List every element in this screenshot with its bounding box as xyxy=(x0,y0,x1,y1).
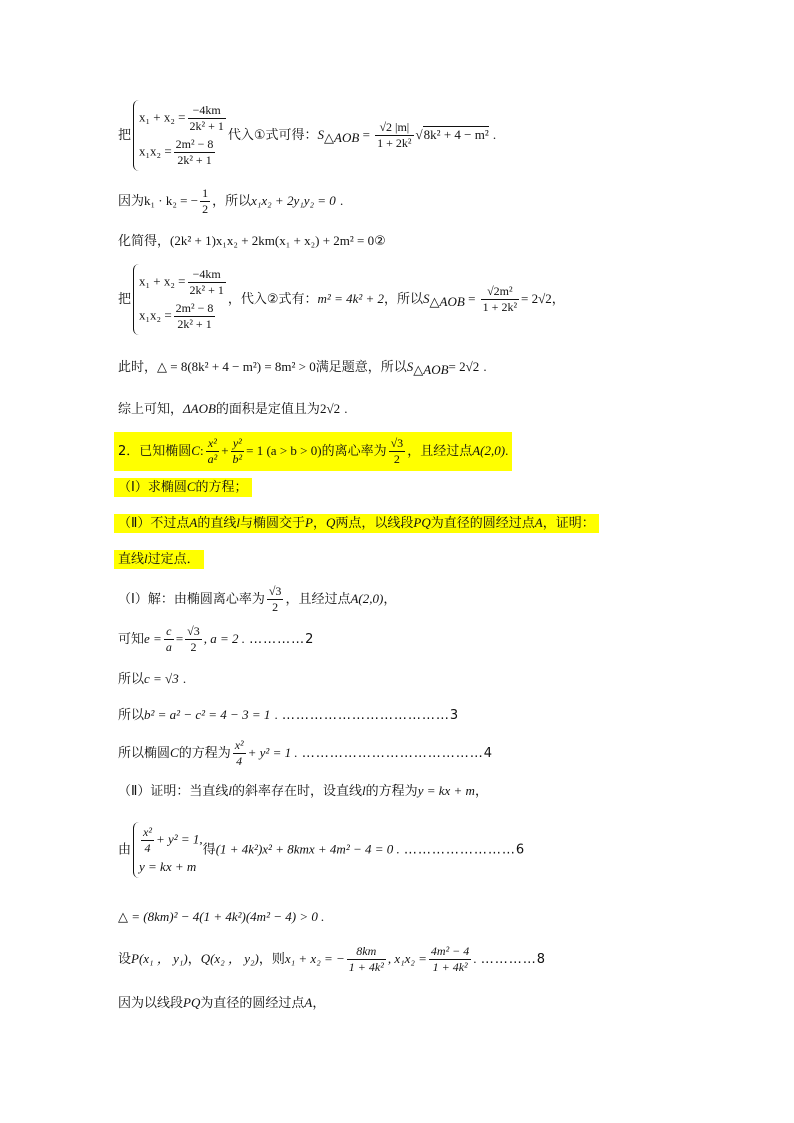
expr: = 1 (a > b > 0) xyxy=(246,443,322,458)
subscript: △AOB xyxy=(413,362,449,377)
numerator: 8km xyxy=(347,944,386,960)
text: 为直径的圆经过点 xyxy=(430,516,535,531)
expr: + y² = 1 . xyxy=(247,745,298,760)
score-marker: …………………………………4 xyxy=(301,746,494,761)
check-line xyxy=(118,358,487,379)
subscript: △AOB xyxy=(429,294,465,309)
text: 此时， xyxy=(118,360,158,375)
punct: ， xyxy=(383,592,397,607)
expr: , a = 2 . xyxy=(203,631,246,646)
question-2-part-2 xyxy=(114,514,599,533)
solution-4 xyxy=(118,706,459,725)
expr: , x₁x₂ = xyxy=(387,951,427,966)
text: 与椭圆交于 xyxy=(240,516,306,531)
numerator: 2m² − 8 xyxy=(175,137,214,151)
text: 的方程为 xyxy=(178,746,231,761)
denominator: 1 + 2k² xyxy=(482,300,518,314)
area-symbol: S xyxy=(406,359,414,374)
denominator: a xyxy=(165,640,172,654)
area-symbol: S xyxy=(423,291,430,306)
solution-6 xyxy=(118,782,488,801)
denominator: b² xyxy=(232,452,243,466)
eq-lhs: x₁x₂ = xyxy=(139,143,172,159)
expr: △ = (8km)² − 4(1 + 4k²)(4m² − 4) > 0 . xyxy=(118,909,325,924)
numerator: x² xyxy=(143,825,152,839)
solution-3 xyxy=(118,670,186,689)
solution-1 xyxy=(118,584,396,615)
expr: △ = 8(8k² + 4 − m²) = 8m² > 0 xyxy=(157,359,316,374)
point: Q(x₂ ， y₂) xyxy=(200,951,259,966)
expr: m² = 4k² + 2 xyxy=(317,291,385,306)
simplify-line xyxy=(118,232,386,251)
symbol: C xyxy=(186,479,196,494)
denominator: 2k² + 1 xyxy=(177,317,212,331)
expr: b² = a² − c² = 4 − 3 = 1 xyxy=(144,707,271,722)
operator: + xyxy=(221,443,229,458)
punct: ， xyxy=(474,784,488,799)
text: 由 xyxy=(118,842,132,858)
text: 所以 xyxy=(118,708,145,723)
score-marker: ……………………6 xyxy=(403,842,526,858)
condition-line xyxy=(118,186,343,217)
eq-lhs: x₁ + x₂ = xyxy=(139,109,186,125)
denominator: 2k² + 1 xyxy=(177,153,212,167)
expr: + y² = 1, xyxy=(155,831,203,847)
circled-number: ② xyxy=(374,234,386,249)
text: ，则 xyxy=(258,952,285,967)
denominator: a² xyxy=(207,452,218,466)
numerator: −4km xyxy=(188,103,226,119)
text: 的方程为 xyxy=(365,784,418,799)
period: . xyxy=(274,707,278,722)
fraction xyxy=(164,624,174,655)
punct: ， xyxy=(187,952,201,967)
punct: ， xyxy=(551,292,565,307)
text: 所以 xyxy=(118,672,145,687)
text: 设 xyxy=(118,952,132,967)
text: ，证明： xyxy=(542,516,595,531)
numerator: y² xyxy=(231,436,245,452)
highlight xyxy=(114,478,252,497)
fraction xyxy=(375,120,413,151)
numerator: 2m² − 8 xyxy=(175,301,214,315)
numerator: 1 xyxy=(202,186,209,200)
denominator: 4 xyxy=(236,754,243,768)
highlight xyxy=(114,550,204,569)
symbol: l xyxy=(362,783,366,798)
text: 的离心率为 xyxy=(321,444,387,459)
denominator: 2k² + 1 xyxy=(189,119,224,133)
text: 综上可知， xyxy=(118,402,184,417)
fraction xyxy=(200,186,210,217)
fraction xyxy=(481,284,519,315)
period: . xyxy=(339,193,344,208)
symbol: PQ xyxy=(183,995,201,1010)
expr: c = √3 xyxy=(144,671,179,686)
denominator: 1 + 4k² xyxy=(348,960,384,974)
text: （Ⅱ）证明：当直线 xyxy=(118,784,229,799)
expr: x₁x₂ + 2y₁y₂ = 0 xyxy=(251,193,336,208)
equation-system xyxy=(133,822,203,878)
substitution-line-2: 把 x₁ + x₂ = $\frac{-4km}{\text{2k² + 1}}$ x₁x₂ = $\frac{\text{2m² − 8}}{\text{2k² + 1}}$ ，代入②式有：m² = 4k² + 2，所以$S_{\triangle AOB}$ = $\frac{\text{√2m²}}{\text{1 + 2k²}}$ = 2√2， xyxy=(118,264,565,335)
punct: ， xyxy=(312,996,326,1011)
text: 因为 xyxy=(118,194,145,209)
fraction xyxy=(188,267,226,298)
expr: (1 + 4k²)x² + 8kmx + 4m² − 4 = 0 . xyxy=(215,841,400,857)
expr: y = kx + m xyxy=(417,783,475,798)
symbol: l xyxy=(228,783,233,798)
solution-10 xyxy=(118,994,325,1013)
symbol: A xyxy=(189,515,198,530)
numerator: x² xyxy=(206,436,220,452)
text: 的直线 xyxy=(197,516,237,531)
text: 过定点． xyxy=(147,552,200,567)
point: A(2,0) xyxy=(472,443,506,458)
numerator: √3 xyxy=(390,436,404,450)
numerator: x² xyxy=(234,738,244,752)
text: ，且经过点 xyxy=(407,444,473,459)
denominator: 2 xyxy=(272,600,279,614)
fraction xyxy=(188,103,226,134)
expr: (2k² + 1)x₁x₂ + 2km(x₁ + x₂) + 2m² = 0 xyxy=(170,233,375,248)
eq-lhs: x₁ + x₂ = xyxy=(139,273,186,289)
symbol: l xyxy=(144,551,148,566)
denominator: 2k² + 1 xyxy=(189,283,224,297)
score-marker: …………8 xyxy=(480,952,546,967)
symbol: P xyxy=(305,515,313,530)
period: . xyxy=(492,127,497,142)
symbol: A xyxy=(304,995,313,1010)
text: 因为以线段 xyxy=(118,996,184,1011)
period: . xyxy=(182,671,187,686)
score-marker: ………………………………3 xyxy=(281,708,460,723)
text: 所以椭圆 xyxy=(118,746,171,761)
question-2-part-2-cont xyxy=(114,550,204,569)
numerator: −4km xyxy=(188,267,226,283)
text: 2．已知椭圆 xyxy=(118,444,192,459)
denominator: 2 xyxy=(202,202,209,216)
numerator: √3 xyxy=(187,624,200,638)
period: . xyxy=(483,359,487,374)
text: （Ⅰ）求椭圆 xyxy=(118,480,187,495)
symbol: l xyxy=(236,515,240,530)
expr: e = xyxy=(144,631,162,646)
value: = 2√2 xyxy=(521,291,552,306)
denominator: 1 + 2k² xyxy=(377,136,412,150)
fraction xyxy=(141,825,154,856)
expr: k₁ · k₂ = − xyxy=(144,193,199,208)
substitution-line-1: 把 x₁ + x₂ = $\frac{-4km}{\text{2k² + 1}}$ x₁x₂ = $\frac{\text{2m² − 8}}{\text{2k² + 1}}$ 代入①式可得：$S_{\triangle AOB}$ = $\frac{√2 |m|}{\text{1 + 2k²}}$ √8k² + 4 − m² . xyxy=(118,100,496,171)
text: 满足题意，所以 xyxy=(315,360,407,375)
text: ，所以 xyxy=(212,194,252,209)
operator: = xyxy=(175,631,184,646)
fraction xyxy=(389,436,406,467)
numerator: √2 |m| xyxy=(375,120,413,136)
highlight xyxy=(114,432,512,471)
area-symbol: S xyxy=(317,127,325,142)
point: A(2,0) xyxy=(350,591,384,606)
symbol: Q xyxy=(325,515,336,530)
denominator: 1 + 4k² xyxy=(432,960,468,974)
symbol: PQ xyxy=(413,515,431,530)
text: 的方程； xyxy=(195,480,248,495)
text: 的面积是定值且为 xyxy=(215,402,320,417)
solution-7 xyxy=(118,822,525,878)
text: 化简得， xyxy=(118,234,171,249)
radicand: 8k² + 4 − m² xyxy=(423,127,489,142)
solution-2 xyxy=(118,624,314,655)
text: 把 xyxy=(118,128,132,143)
eq-lhs: x₁x₂ = xyxy=(139,307,172,323)
fraction xyxy=(347,944,386,975)
expr: ΔAOB xyxy=(183,401,216,416)
symbol: A xyxy=(534,515,543,530)
text: 得 xyxy=(202,842,216,858)
text: 的斜率存在时，设直线 xyxy=(232,784,363,799)
fraction xyxy=(174,137,216,168)
numerator: c xyxy=(164,624,174,640)
text: （Ⅰ）解：由椭圆离心率为 xyxy=(118,592,265,607)
text: （Ⅱ）不过点 xyxy=(118,516,190,531)
fraction xyxy=(231,436,245,467)
denominator: 4 xyxy=(144,841,151,855)
fraction xyxy=(206,436,220,467)
fraction xyxy=(429,944,471,975)
text: 为直径的圆经过点 xyxy=(200,996,305,1011)
point: P(x₁ ， y₁) xyxy=(131,951,188,966)
fraction xyxy=(174,301,216,332)
symbol: C xyxy=(170,745,179,760)
value: = 2√2 xyxy=(448,359,480,374)
question-2-part-1 xyxy=(114,478,252,497)
solution-5 xyxy=(118,738,493,769)
period: . xyxy=(344,401,348,416)
score-marker: …………2 xyxy=(249,632,315,647)
value: 2√2 xyxy=(319,401,341,416)
solution-9 xyxy=(118,944,546,975)
text: ，且经过点 xyxy=(285,592,351,607)
text: ，代入②式有： xyxy=(227,292,318,307)
text: 代入①式可得： xyxy=(227,128,318,143)
fraction xyxy=(267,584,284,615)
text: ，所以 xyxy=(384,292,424,307)
expr: y = kx + m xyxy=(139,859,197,874)
text: 两点，以线段 xyxy=(335,516,414,531)
question-2 xyxy=(114,432,512,471)
equation-system xyxy=(133,264,228,335)
solution-8 xyxy=(118,908,324,927)
highlight xyxy=(114,514,599,533)
fraction xyxy=(233,738,246,769)
text: 把 xyxy=(118,292,132,307)
punct: ， xyxy=(312,516,326,531)
period: . xyxy=(505,443,509,458)
numerator: √3 xyxy=(268,584,282,598)
conclusion-line xyxy=(118,400,347,419)
denominator: 2 xyxy=(190,640,197,654)
fraction xyxy=(185,624,202,655)
expr: x₁ + x₂ = − xyxy=(284,951,345,966)
text: 直线 xyxy=(118,552,145,567)
text: 可知 xyxy=(118,632,145,647)
symbol: C xyxy=(191,443,200,458)
equation-system xyxy=(133,100,228,171)
numerator: √2m² xyxy=(481,284,519,300)
period: . xyxy=(473,951,477,966)
numerator: 4m² − 4 xyxy=(430,944,470,958)
denominator: 2 xyxy=(393,452,400,466)
punct: : xyxy=(199,443,204,458)
subscript: △AOB xyxy=(324,130,360,145)
